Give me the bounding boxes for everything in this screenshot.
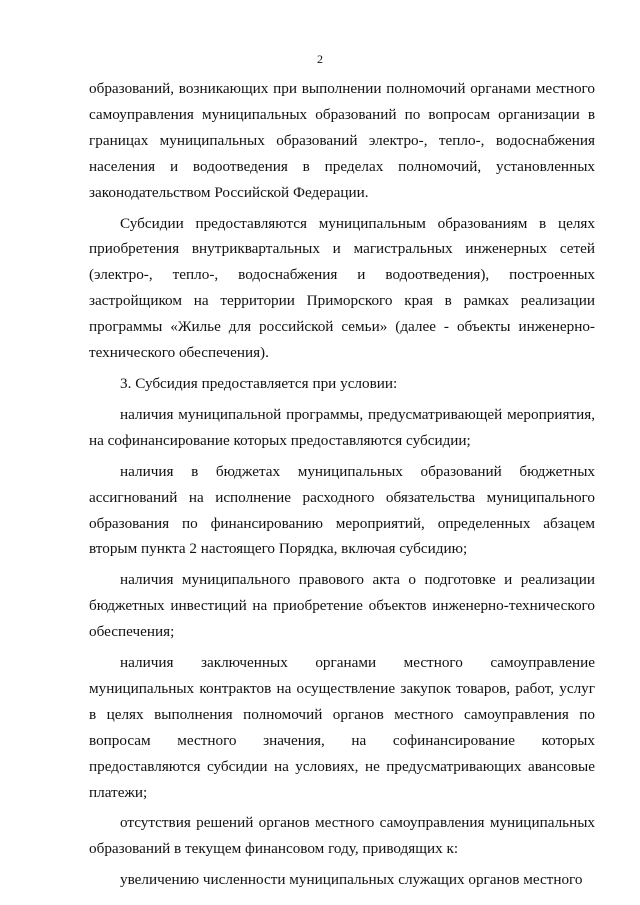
condition-staff-increase: увеличению численности муниципальных служащих органов местного	[120, 871, 583, 889]
document-body	[89, 76, 595, 893]
paragraph-conditions-heading: 3. Субсидия предоставляется при условии:	[120, 374, 398, 392]
condition-municipal-contracts: наличия заключенных органами местного самоуправление муниципальных контрактов на осуществление закупок товаров, работ, услуг в целях выполнения полномочий органов местного самоуправления по вопросам местного значения, на софинансирование которых предоставляются субсидии на условиях, не предусматривающих авансовые платежи;	[89, 654, 595, 801]
paragraph-continuation: образований, возникающих при выполнении полномочий органами местного самоуправления муниципальных образований по вопросам организации в границах муниципальных образований электро-, тепло-, водоснабжения населения и водоотведения в пределах полномочий, установленных законодательством Российской Федерации.	[89, 80, 595, 201]
condition-budget-allocations: наличия в бюджетах муниципальных образований бюджетных ассигнований на исполнение расходного обязательства муниципального образования по финансированию мероприятий, определенных абзацем вторым пункта 2 настоящего Порядка, включая субсидию;	[89, 462, 595, 558]
paragraph-subsidies-purpose: Субсидии предоставляются муниципальным образованиям в целях приобретения внутриквартальных и магистральных инженерных сетей (электро-, тепло-, водоснабжения и водоотведения), построенных застройщиком на территории Приморского края в рамках реализации программы «Жилье для российской семьи» (далее - объекты инженерно-технического обеспечения).	[89, 214, 595, 362]
condition-municipal-program: наличия муниципальной программы, предусматривающей мероприятия, на софинансирование которых предоставляются субсидии;	[89, 405, 595, 449]
page-number: 2	[317, 52, 323, 66]
condition-absence-of-decisions: отсутствия решений органов местного самоуправления муниципальных образований в текущем финансовом году, приводящих к:	[89, 814, 595, 858]
condition-legal-act: наличия муниципального правового акта о подготовке и реализации бюджетных инвестиций на приобретение объектов инженерно-технического обеспечения;	[89, 571, 595, 641]
